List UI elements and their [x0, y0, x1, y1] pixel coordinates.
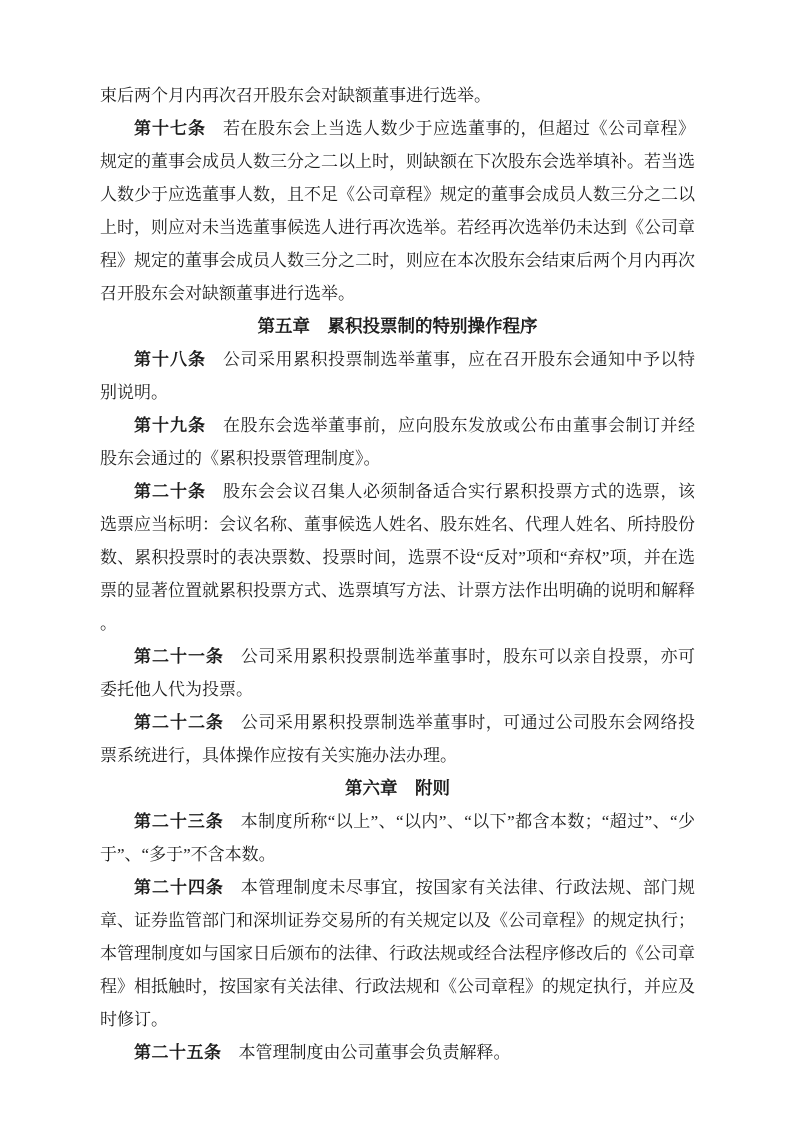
article-paragraph [100, 640, 695, 706]
chapter-heading [100, 772, 695, 805]
article-text: 若在股东会上当选人数少于应选董事的，但超过《公司章程》规定的董事会成员人数三分之二以上时，则缺额在下次股东会选举填补。若当选人数少于应选董事人数，且不足《公司章程》规定的董事会成员人数三分之二以上时，则应对未当选董事候选人进行再次选举。若经再次选举仍未达到《公司章程》规定的董事会成员人数三分之二时，则应在本次股东会结束后两个月内再次召开股东会对缺额董事进行选举。 [100, 119, 695, 303]
chapter-number: 第六章 [345, 778, 398, 798]
article-text: 公司采用累积投票制选举董事时，股东可以亲自投票，亦可委托他人代为投票。 [100, 647, 696, 699]
chapter-title: 累积投票制的特别操作程序 [327, 316, 538, 336]
article-text: 本管理制度未尽事宜，按国家有关法律、行政法规、部门规章、证券监管部门和深圳证券交易所的有关规定以及《公司章程》的规定执行；本管理制度如与国家日后颁布的法律、行政法规或经合法程序修改后的《公司章程》相抵触时，按国家有关法律、行政法规和《公司章程》的规定执行，并应及时修订。 [100, 878, 696, 1029]
document-body [100, 79, 695, 1069]
article-text: 本制度所称“以上”、“以内”、“以下”都含本数；“超过”、“少于”、“多于”不含本数。 [100, 812, 695, 864]
article-number: 第二十四条 [134, 878, 224, 897]
article-paragraph [100, 706, 695, 772]
article-number: 第十七条 [134, 119, 206, 138]
article-text: 股东会会议召集人必须制备适合实行累积投票方式的选票，该选票应当标明：会议名称、董事候选人姓名、股东姓名、代理人姓名、所持股份数、累积投票时的表决票数、投票时间，选票不设“反对”项和“弃权”项，并在选票的显著位置就累积投票方式、选票填写方法、计票方法作出明确的说明和解释。 [100, 482, 695, 633]
article-number: 第二十一条 [134, 647, 224, 666]
article-paragraph [100, 409, 695, 475]
article-text: 在股东会选举董事前，应向股东发放或公布由董事会制订并经股东会通过的《累积投票管理制度》。 [100, 416, 695, 468]
chapter-title: 附则 [415, 778, 450, 798]
article-number: 第十九条 [134, 416, 206, 435]
article-number: 第二十五条 [134, 1043, 222, 1062]
article-paragraph [100, 871, 695, 1036]
article-paragraph [100, 475, 695, 640]
chapter-heading [100, 310, 695, 343]
article-paragraph [100, 1036, 695, 1069]
article-number: 第二十条 [134, 482, 206, 501]
article-paragraph [100, 112, 695, 310]
article-number: 第二十三条 [134, 812, 224, 831]
article-text: 公司采用累积投票制选举董事时，可通过公司股东会网络投票系统进行，具体操作应按有关实施办法办理。 [100, 713, 696, 765]
article-text: 本管理制度由公司董事会负责解释。 [238, 1043, 511, 1062]
article-paragraph [100, 805, 695, 871]
article-number: 第二十二条 [134, 713, 224, 732]
article-paragraph [100, 343, 695, 409]
continuation-paragraph: 束后两个月内再次召开股东会对缺额董事进行选举。 [100, 86, 491, 105]
chapter-number: 第五章 [257, 316, 310, 336]
article-text: 公司采用累积投票制选举董事，应在召开股东会通知中予以特别说明。 [100, 350, 695, 402]
article-number: 第十八条 [134, 350, 206, 369]
